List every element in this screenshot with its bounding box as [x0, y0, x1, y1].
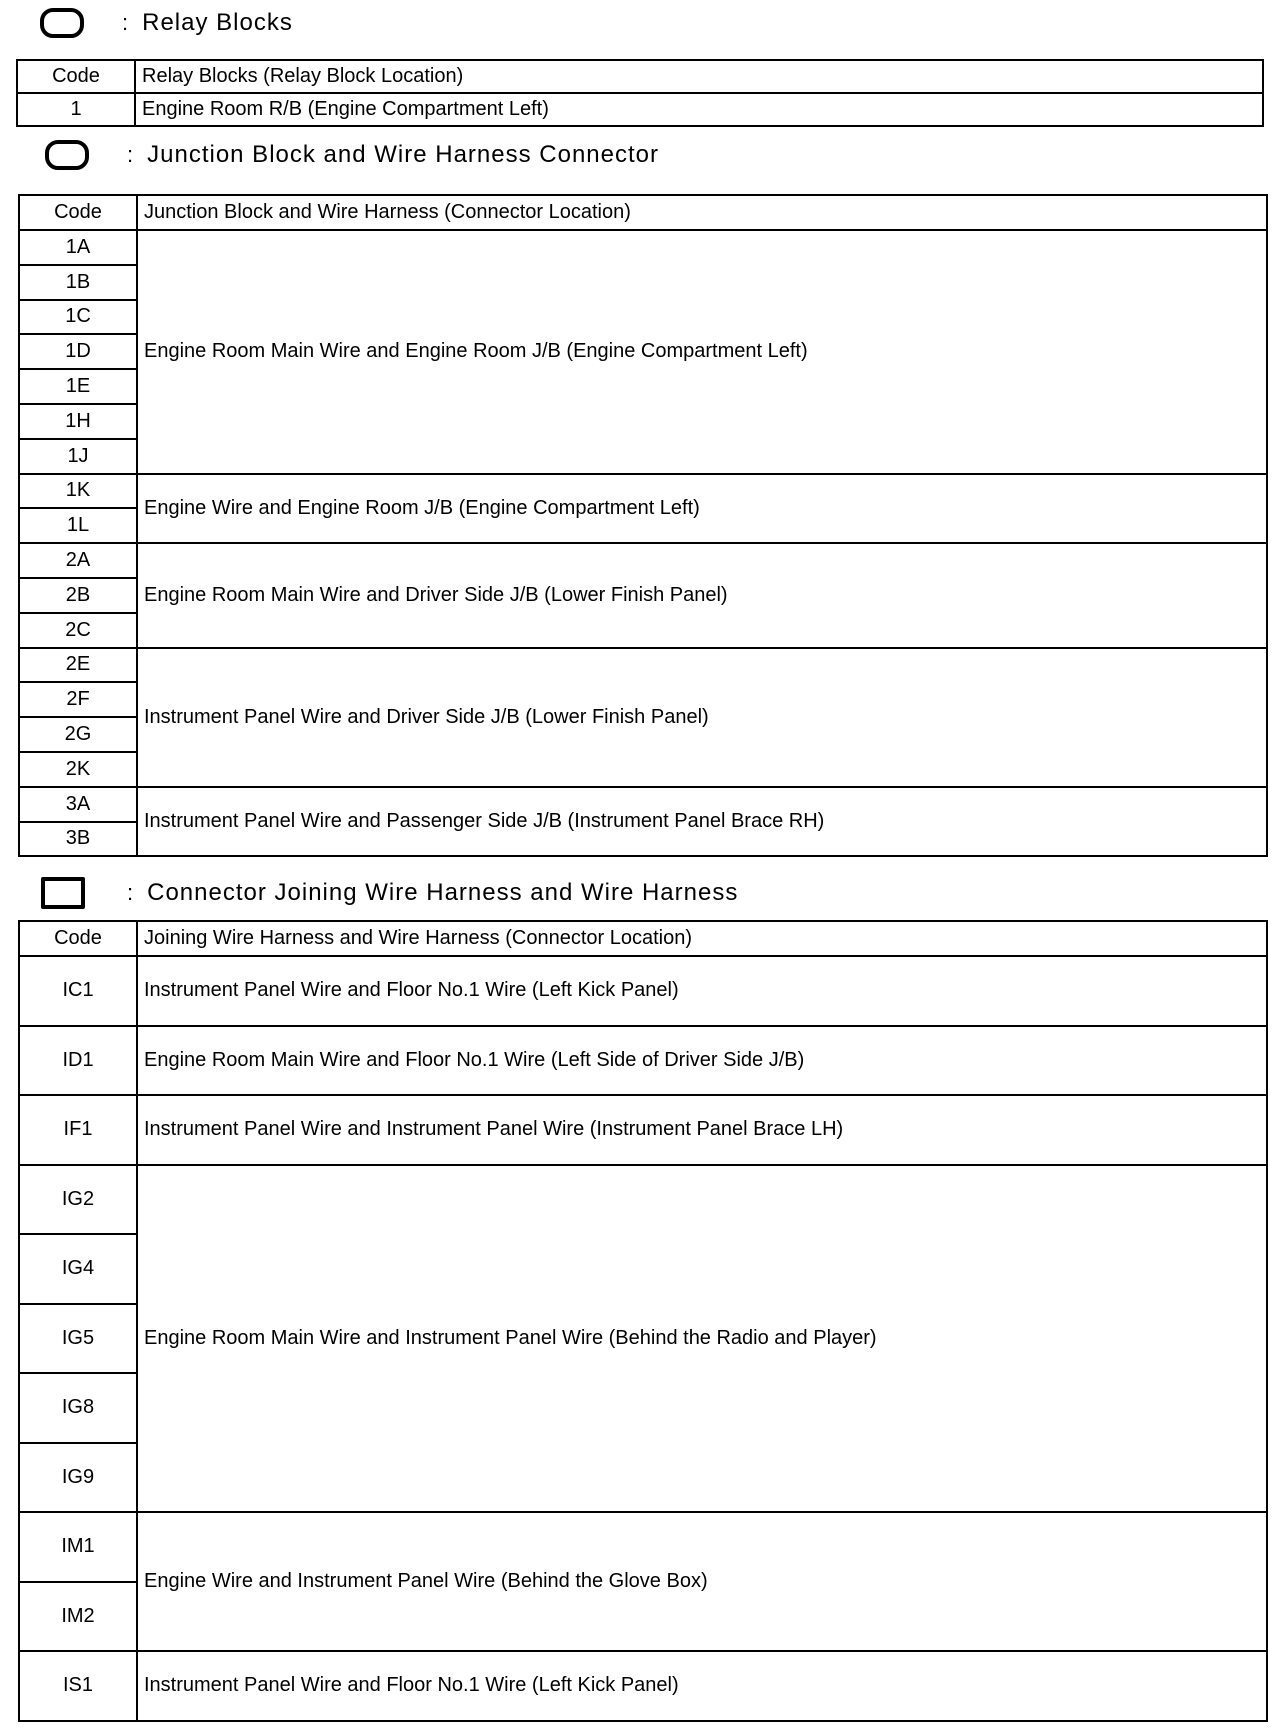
code-cell: 2B: [19, 578, 137, 613]
relay-code-cell: 1: [17, 93, 135, 126]
code-cell: 2K: [19, 752, 137, 787]
junction-colon: :: [127, 142, 134, 167]
code-cell: IM1: [19, 1512, 137, 1582]
table-row: [19, 1095, 1267, 1165]
oval-symbol-icon: [45, 140, 89, 170]
code-cell: 2A: [19, 543, 137, 578]
table-row: [19, 1512, 1267, 1582]
code-column-header: Code: [19, 921, 137, 956]
location-column-header: Joining Wire Harness and Wire Harness (Connector Location): [137, 921, 1267, 956]
location-cell: Instrument Panel Wire and Driver Side J/B (Lower Finish Panel): [137, 648, 1267, 787]
table-row: [19, 543, 1267, 578]
location-column-header: Junction Block and Wire Harness (Connector Location): [137, 195, 1267, 230]
table-row: [19, 1165, 1267, 1235]
junction-section-header: [45, 140, 659, 170]
location-cell: Engine Wire and Instrument Panel Wire (Behind the Glove Box): [137, 1512, 1267, 1651]
location-cell: Engine Room Main Wire and Engine Room J/B (Engine Compartment Left): [137, 230, 1267, 474]
code-cell: 1E: [19, 369, 137, 404]
code-cell: IG2: [19, 1165, 137, 1235]
location-cell: Engine Room Main Wire and Driver Side J/B (Lower Finish Panel): [137, 543, 1267, 647]
location-cell: Instrument Panel Wire and Floor No.1 Wire (Left Kick Panel): [137, 956, 1267, 1026]
code-cell: ID1: [19, 1026, 137, 1096]
code-cell: 1B: [19, 265, 137, 300]
relay-location-cell: Engine Room R/B (Engine Compartment Left): [135, 93, 1263, 126]
junction-table: [18, 194, 1268, 857]
table-row: [19, 648, 1267, 683]
code-cell: 1L: [19, 508, 137, 543]
rectangle-symbol-icon: [41, 877, 85, 909]
code-cell: IG5: [19, 1304, 137, 1374]
code-cell: IG4: [19, 1234, 137, 1304]
code-cell: 2F: [19, 682, 137, 717]
relay-table: [16, 59, 1264, 127]
code-cell: 3B: [19, 822, 137, 857]
code-cell: IG8: [19, 1373, 137, 1443]
location-cell: Engine Room Main Wire and Floor No.1 Wire (Left Side of Driver Side J/B): [137, 1026, 1267, 1096]
connector-section-title: Connector Joining Wire Harness and Wire Harness: [147, 879, 739, 906]
code-cell: IC1: [19, 956, 137, 1026]
code-cell: 2C: [19, 613, 137, 648]
table-row: [17, 93, 1263, 126]
code-column-header: Code: [19, 195, 137, 230]
location-cell: Instrument Panel Wire and Floor No.1 Wire (Left Kick Panel): [137, 1651, 1267, 1721]
code-cell: 1D: [19, 334, 137, 369]
relay-colon: :: [122, 10, 129, 35]
connector-table-header-row: [19, 921, 1267, 956]
code-cell: 2E: [19, 648, 137, 683]
code-cell: 2G: [19, 717, 137, 752]
junction-section-title: Junction Block and Wire Harness Connector: [147, 141, 660, 168]
code-cell: 1K: [19, 474, 137, 509]
code-cell: 1C: [19, 300, 137, 335]
connector-section-header: [41, 877, 738, 909]
location-cell: Instrument Panel Wire and Passenger Side J/B (Instrument Panel Brace RH): [137, 787, 1267, 857]
code-cell: 3A: [19, 787, 137, 822]
table-row: [19, 956, 1267, 1026]
junction-table-header-row: [19, 195, 1267, 230]
code-cell: IF1: [19, 1095, 137, 1165]
code-cell: 1A: [19, 230, 137, 265]
table-row: [19, 1026, 1267, 1096]
relay-section-title: Relay Blocks: [142, 9, 293, 36]
table-row: [19, 230, 1267, 265]
code-cell: 1H: [19, 404, 137, 439]
location-cell: Engine Room Main Wire and Instrument Panel Wire (Behind the Radio and Player): [137, 1165, 1267, 1513]
code-column-header: Code: [17, 60, 135, 93]
table-row: [19, 1651, 1267, 1721]
code-cell: IM2: [19, 1582, 137, 1652]
location-cell: Engine Wire and Engine Room J/B (Engine Compartment Left): [137, 474, 1267, 544]
relay-table-header-row: [17, 60, 1263, 93]
connector-table: [18, 920, 1268, 1722]
code-cell: IG9: [19, 1443, 137, 1513]
location-column-header: Relay Blocks (Relay Block Location): [135, 60, 1263, 93]
location-cell: Instrument Panel Wire and Instrument Panel Wire (Instrument Panel Brace LH): [137, 1095, 1267, 1165]
table-row: [19, 787, 1267, 822]
table-row: [19, 474, 1267, 509]
relay-section-header: [40, 8, 293, 38]
rounded-rect-symbol-icon: [40, 8, 84, 38]
code-cell: IS1: [19, 1651, 137, 1721]
connector-colon: :: [127, 880, 134, 905]
code-cell: 1J: [19, 439, 137, 474]
